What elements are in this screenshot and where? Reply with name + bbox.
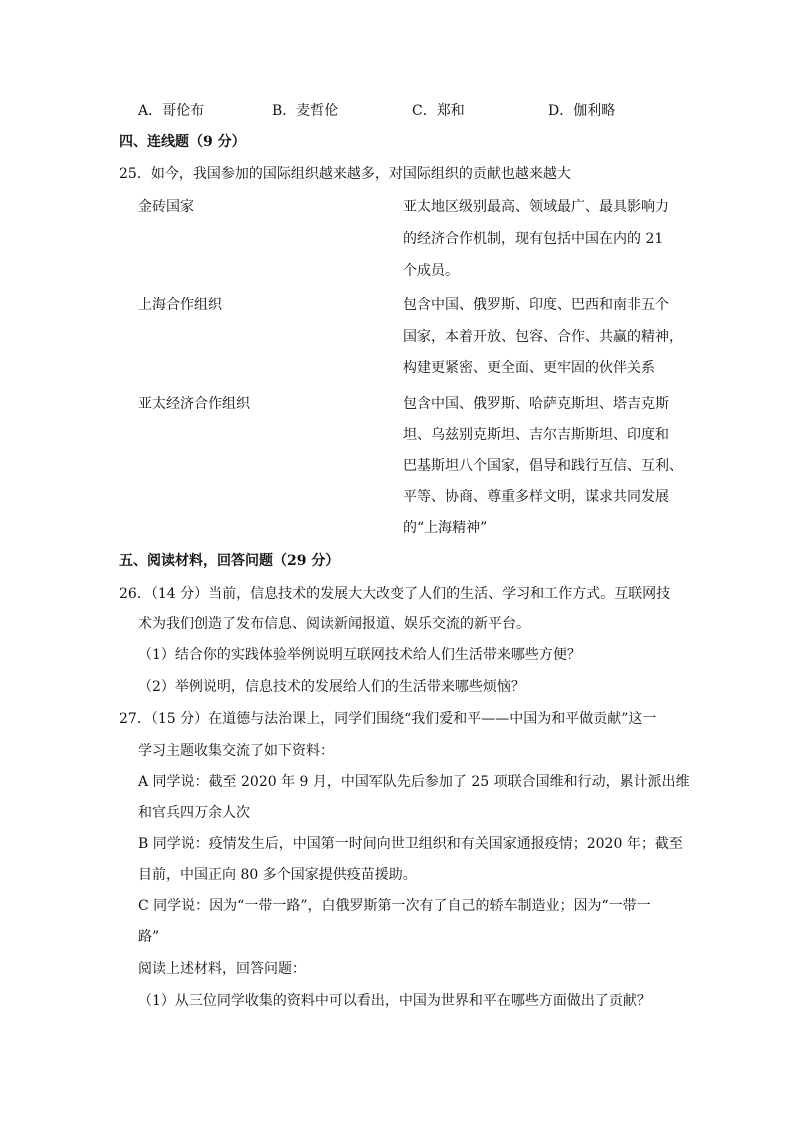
right-item-3-line-1: 包含中国、俄罗斯、哈萨克斯坦、塔吉克斯 — [403, 396, 669, 412]
student-b-line-1: B 同学说：疫情发生后，中国第一时间向世卫组织和有关国家通报疫情；2020 年；截至 — [138, 836, 683, 852]
student-a-line-1: A 同学说：截至 2020 年 9 月，中国军队先后参加了 25 项联合国维和行动，累计派出维 — [138, 774, 690, 790]
student-a-line-2: 和官兵四万余人次 — [138, 805, 250, 821]
right-item-2-line-2: 国家，本着开放、包容、合作、共赢的精神， — [403, 329, 683, 345]
option-a: A．哥伦布 — [138, 103, 205, 119]
right-item-3-line-3: 巴基斯坦八个国家，倡导和践行互信、互利、 — [403, 458, 683, 474]
right-item-1-line-2: 的经济合作机制，现有包括中国在内的 21 — [403, 231, 664, 247]
read-instruction: 阅读上述材料，回答问题： — [138, 961, 306, 977]
right-item-2-line-1: 包含中国、俄罗斯、印度、巴西和南非五个 — [403, 297, 669, 313]
right-item-3-line-4: 平等、协商、尊重多样文明，谋求共同发展 — [403, 489, 669, 505]
question-27-sub-1: （1）从三位同学收集的资料中可以看出，中国为世界和平在哪些方面做出了贡献？ — [138, 993, 651, 1009]
question-26-sub-2: （2）举例说明，信息技术的发展给人们的生活带来哪些烦恼？ — [138, 679, 525, 695]
question-25-stem: 25．如今，我国参加的国际组织越来越多，对国际组织的贡献也越来越大 — [119, 166, 571, 182]
section-heading-matching: 四、连线题（9 分） — [119, 134, 246, 150]
right-item-2-line-3: 构建更紧密、更全面、更牢固的伙伴关系 — [403, 360, 655, 376]
student-b-line-2: 目前，中国正向 80 多个国家提供疫苗援助。 — [138, 867, 417, 883]
question-26-line-2: 术为我们创造了发布信息、阅读新闻报道、娱乐交流的新平台。 — [138, 616, 530, 632]
left-item-brics: 金砖国家 — [138, 199, 194, 215]
option-b: B．麦哲伦 — [272, 103, 339, 119]
right-item-1-line-1: 亚太地区级别最高、领域最广、最具影响力 — [403, 199, 669, 215]
question-27-line-1: 27．（15 分）在道德与法治课上，同学们围绕“我们爱和平——中国为和平做贡献”这一 — [119, 711, 657, 727]
section-heading-reading: 五、阅读材料，回答问题（29 分） — [119, 553, 340, 569]
option-c: C．郑和 — [412, 103, 465, 119]
left-item-sco: 上海合作组织 — [138, 297, 222, 313]
student-c-line-2: 路” — [138, 929, 160, 945]
right-item-3-line-2: 坦、乌兹别克斯坦、吉尔吉斯斯坦、印度和 — [403, 427, 669, 443]
left-item-apec: 亚太经济合作组织 — [138, 396, 250, 412]
right-item-1-line-3: 个成员。 — [403, 263, 459, 279]
option-d: D．伽利略 — [548, 103, 616, 119]
student-c-line-1: C 同学说：因为“一带一路”，白俄罗斯第一次有了自己的轿车制造业；因为“一带一 — [138, 898, 651, 914]
question-27-line-2: 学习主题收集交流了如下资料： — [138, 743, 334, 759]
question-26-sub-1: （1）结合你的实践体验举例说明互联网技术给人们生活带来哪些方便？ — [138, 647, 581, 663]
right-item-3-line-5: 的“上海精神” — [403, 520, 488, 536]
question-26-line-1: 26．（14 分）当前，信息技术的发展大大改变了人们的生活、学习和工作方式。互联网技 — [119, 586, 671, 602]
